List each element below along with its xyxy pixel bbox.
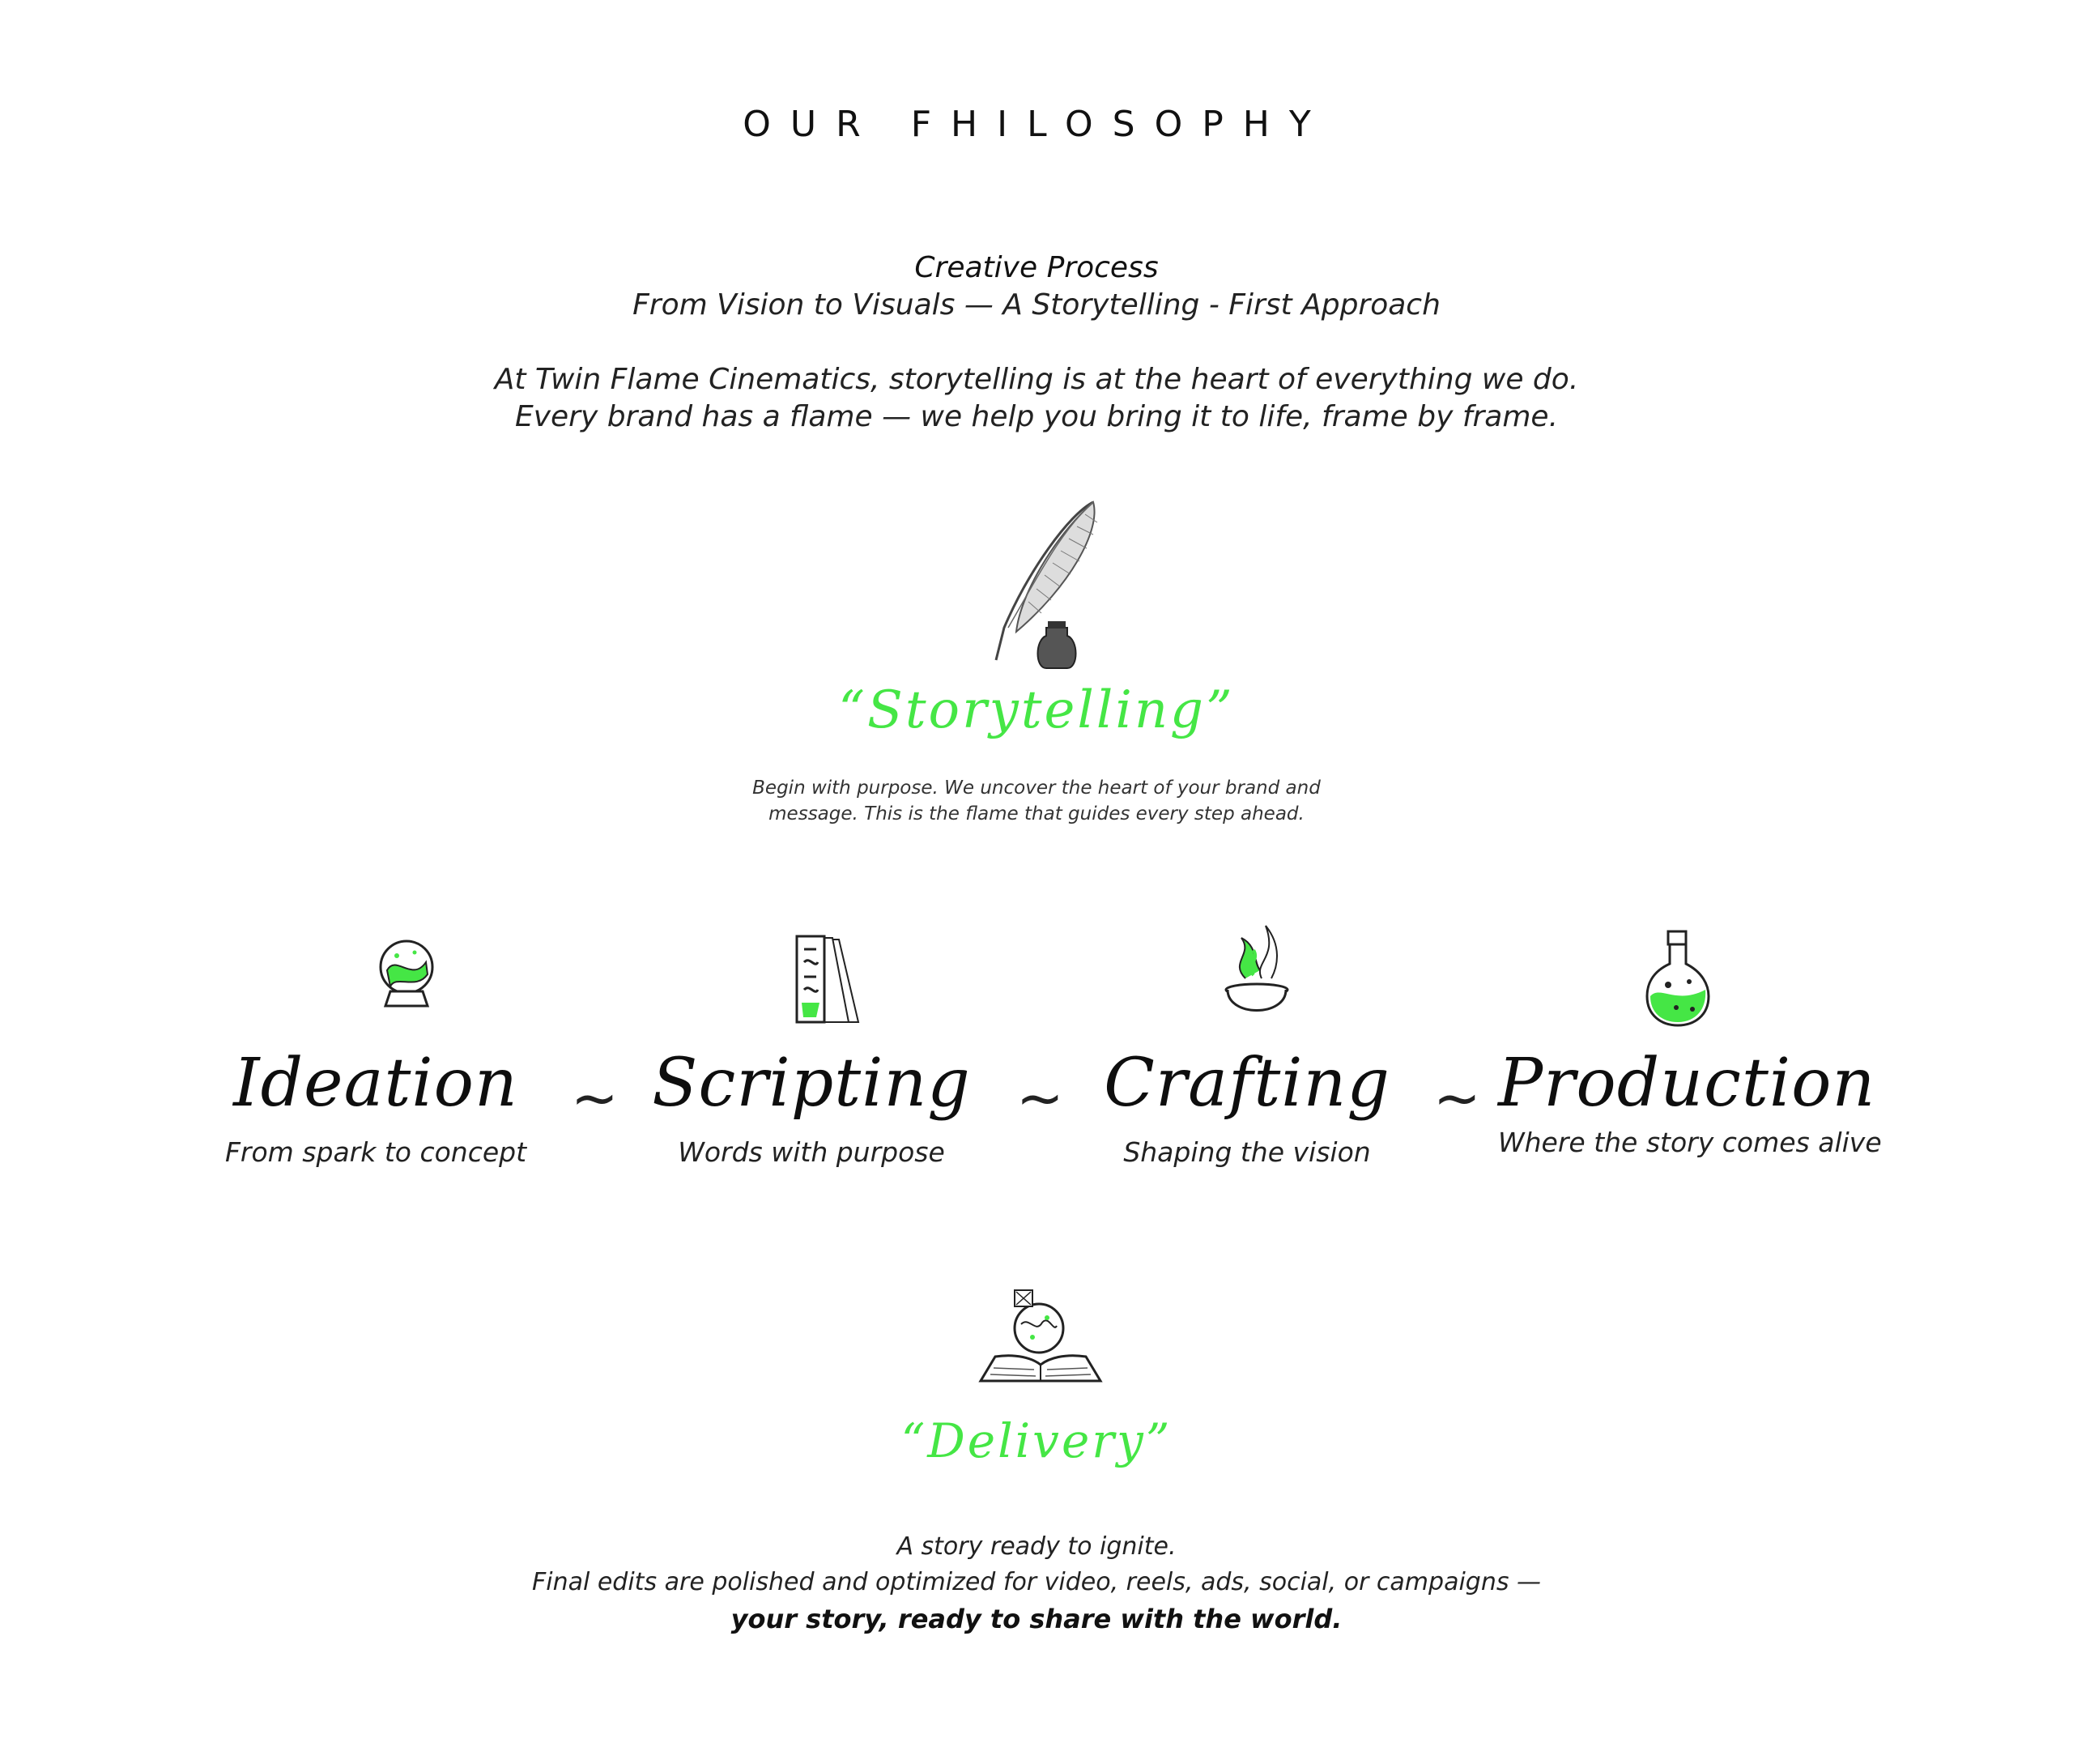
step-production xyxy=(1498,1045,1882,1158)
delivery-line-1: A story ready to ignite. xyxy=(896,1532,1177,1561)
delivery-heading: “Delivery” xyxy=(900,1413,1173,1468)
delivery-line-2: Final edits are polished and optimized for video, reels, ads, social, or campaigns — xyxy=(531,1568,1542,1596)
step-subtitle: Shaping the vision xyxy=(1123,1136,1371,1168)
step-word: Crafting xyxy=(1104,1045,1390,1122)
intro-line-1: At Twin Flame Cinematics, storytelling is at the heart of everything we do. xyxy=(494,363,1579,396)
script-pages-icon xyxy=(792,931,865,1029)
step-separator: ~ xyxy=(571,1065,619,1131)
process-title: Creative Process xyxy=(914,251,1159,284)
crystal-ball-icon xyxy=(376,938,437,1011)
step-scripting xyxy=(625,1045,998,1168)
step-crafting xyxy=(1061,1045,1433,1168)
step-subtitle: Where the story comes alive xyxy=(1498,1127,1882,1158)
page-title: OUR FHILOSOPHY xyxy=(743,104,1330,145)
intro-line-2: Every brand has a flame — we help you bring it to life, frame by frame. xyxy=(514,400,1559,433)
delivery-line-3: your story, ready to share with the world. xyxy=(730,1604,1343,1634)
step-subtitle: From spark to concept xyxy=(224,1136,527,1168)
process-subtitle: From Vision to Visuals — A Storytelling - First Approach xyxy=(632,288,1441,322)
quill-inkwell-icon xyxy=(972,498,1117,668)
step-separator: ~ xyxy=(1016,1065,1064,1131)
cauldron-icon xyxy=(1221,922,1294,1027)
storytelling-desc-line-2: message. This is the flame that guides every step ahead. xyxy=(768,803,1305,824)
storytelling-desc-line-1: Begin with purpose. We uncover the heart of your brand and xyxy=(752,778,1321,799)
step-word: Ideation xyxy=(233,1045,518,1122)
storytelling-heading: “Storytelling” xyxy=(838,680,1235,740)
step-subtitle: Words with purpose xyxy=(678,1136,945,1168)
step-ideation xyxy=(189,1045,562,1168)
open-book-globe-icon xyxy=(976,1284,1105,1389)
step-word: Scripting xyxy=(652,1045,971,1122)
potion-bottle-icon xyxy=(1644,928,1712,1029)
step-word: Production xyxy=(1498,1045,1876,1122)
step-separator: ~ xyxy=(1433,1065,1481,1131)
